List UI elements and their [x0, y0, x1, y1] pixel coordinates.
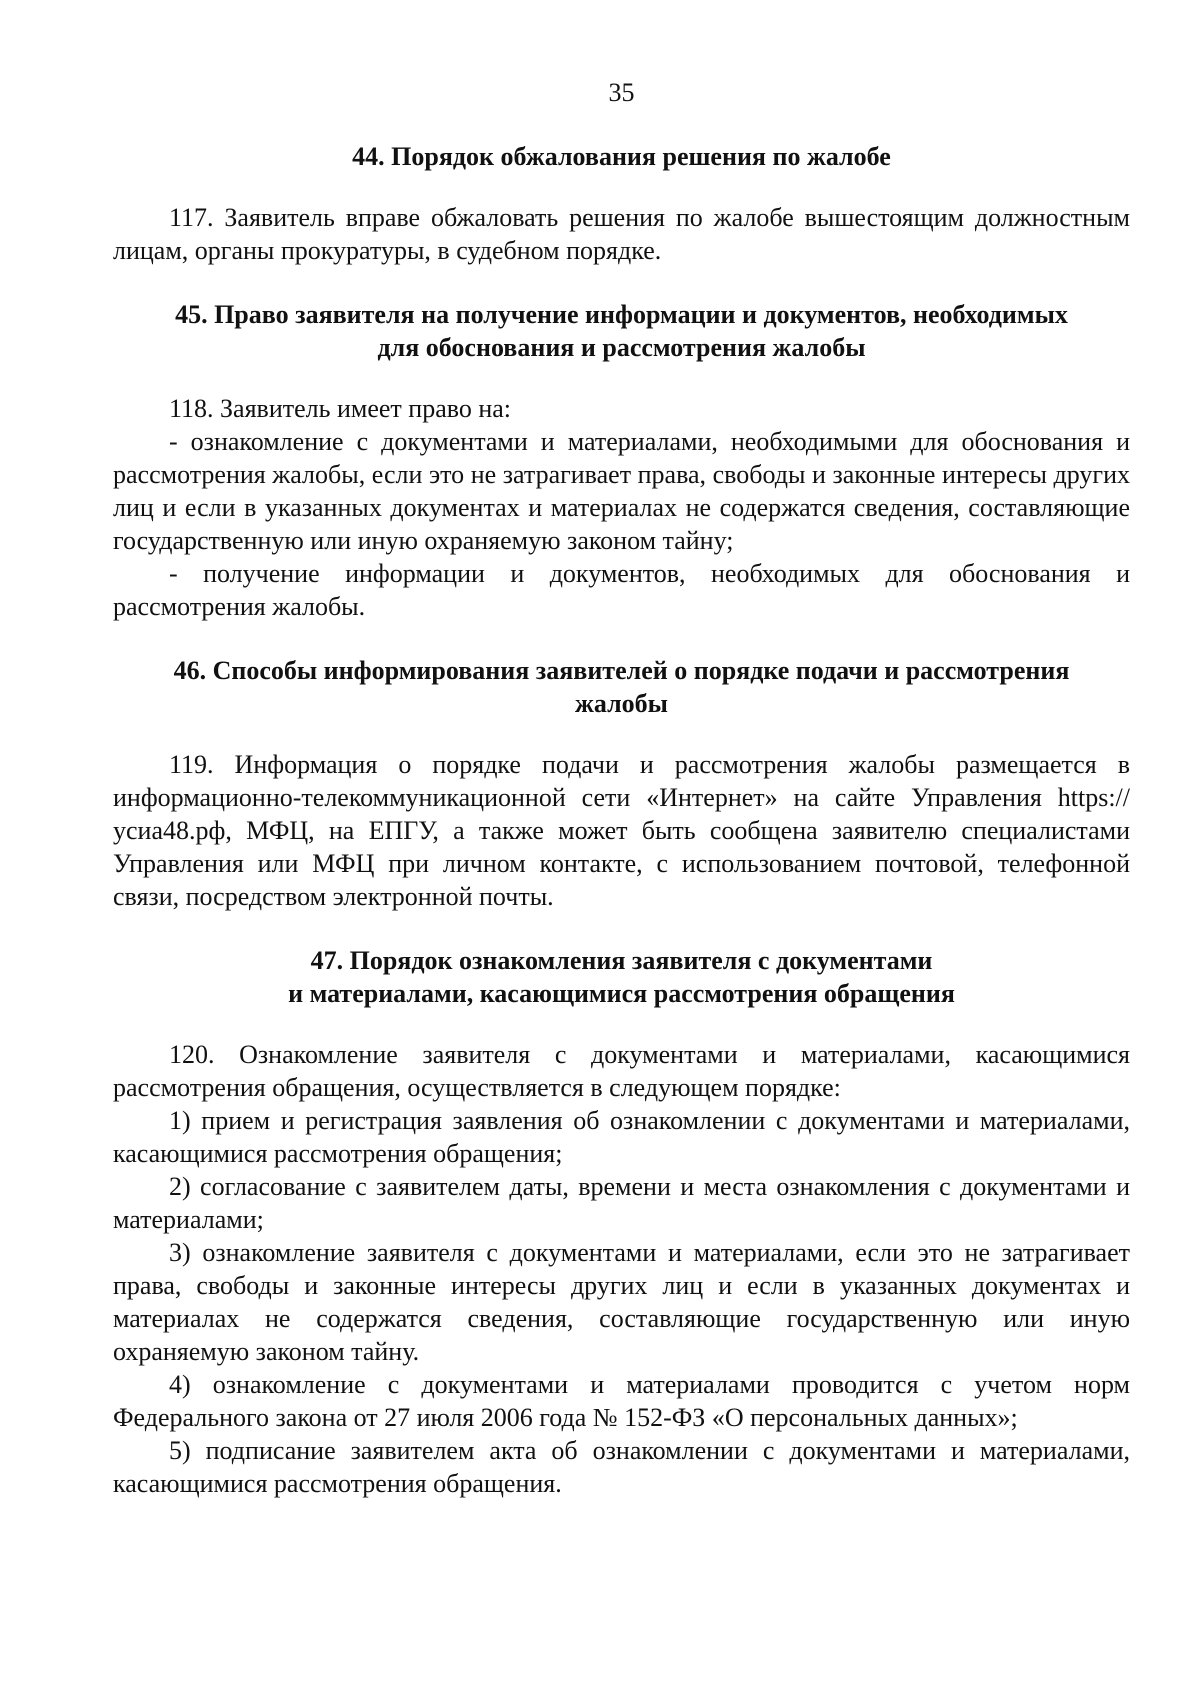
list-item: - получение информации и документов, необходимых для обоснования и рассмотрения жалобы. [113, 559, 1130, 621]
list-item: 2) согласование с заявителем даты, времени и места ознакомления с документами и материалами; [113, 1172, 1130, 1234]
section-heading [113, 298, 1130, 364]
section-45 [113, 298, 1130, 623]
list-item: - ознакомление с документами и материалами, необходимыми для обоснования и рассмотрения жалобы, если это не затрагивает права, свободы и законные интересы других лиц и если в указанных документах и материалах не содержатся сведения, составляющие государственную или иную охраняемую законом тайну; [113, 427, 1130, 555]
list-item: 3) ознакомление заявителя с документами и материалами, если это не затрагивает права, свободы и законные интересы других лиц и если в указанных документах и материалах не содержатся сведения, составляющие государственную или иную охраняемую законом тайну. [113, 1238, 1130, 1366]
section-heading [113, 654, 1130, 720]
list-item: 4) ознакомление с документами и материалами проводится с учетом норм Федерального закона от 27 июля 2006 года № 152-ФЗ «О персональных данных»; [113, 1370, 1130, 1432]
paragraph-117: 117. Заявитель вправе обжаловать решения по жалобе вышестоящим должностным лицам, органы прокуратуры, в судебном порядке. [113, 203, 1130, 265]
section-heading-line: и материалами, касающимися рассмотрения обращения [288, 979, 955, 1008]
section-heading-line: 44. Порядок обжалования решения по жалобе [352, 142, 891, 171]
section-heading-line: жалобы [575, 689, 668, 718]
list-item: 1) прием и регистрация заявления об ознакомлении с документами и материалами, касающимися рассмотрения обращения; [113, 1106, 1130, 1168]
section-heading [113, 944, 1130, 1010]
section-heading-line: 45. Право заявителя на получение информации и документов, необходимых [175, 300, 1068, 329]
page-number: 35 [608, 78, 635, 107]
section-heading-line: 47. Порядок ознакомления заявителя с документами [310, 946, 933, 975]
section-47 [113, 944, 1130, 1500]
section-heading-line: 46. Способы информирования заявителей о порядке подачи и рассмотрения [173, 656, 1070, 685]
section-heading [113, 140, 1130, 173]
section-46 [113, 654, 1130, 913]
list-item: 5) подписание заявителем акта об ознакомлении с документами и материалами, касающимися рассмотрения обращения. [113, 1436, 1130, 1498]
paragraph-119: 119. Информация о порядке подачи и рассмотрения жалобы размещается в информационно-телекоммуникационной сети «Интернет» на сайте Управления https://усиа48.рф, МФЦ, на ЕПГУ, а также может быть сообщена заявителю специалистами Управления или МФЦ при личном контакте, с использованием почтовой, телефонной связи, посредством электронной почты. [113, 750, 1130, 911]
paragraph-120: 120. Ознакомление заявителя с документами и материалами, касающимися рассмотрения обращения, осуществляется в следующем порядке: [113, 1040, 1130, 1102]
section-heading-line: для обоснования и рассмотрения жалобы [377, 333, 866, 362]
page-content [113, 76, 1130, 1500]
paragraph-118: 118. Заявитель имеет право на: [169, 394, 512, 423]
section-44 [113, 140, 1130, 267]
